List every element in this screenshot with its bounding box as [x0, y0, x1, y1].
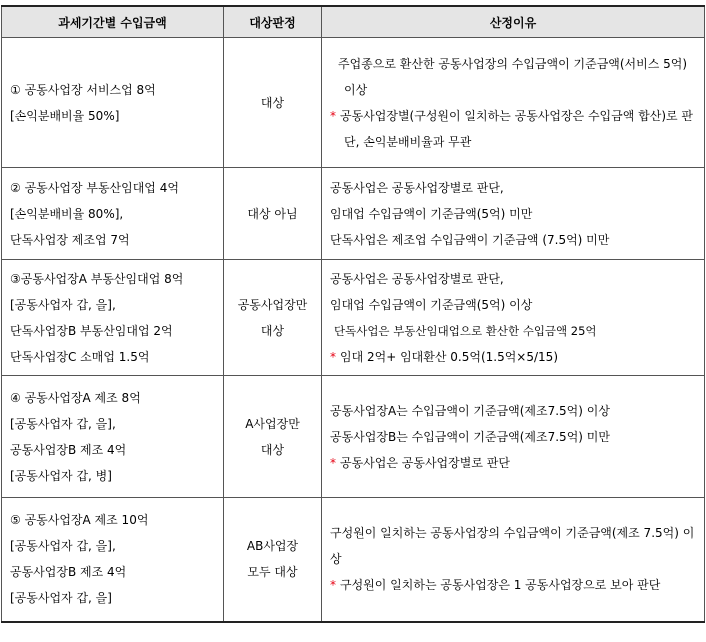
asterisk-icon: * — [330, 349, 336, 364]
asterisk-icon: * — [330, 108, 336, 123]
judgment-line: 대상 아님 — [247, 206, 298, 221]
income-cell — [2, 260, 224, 376]
income-line: 공동사업장B 제조 4억 — [10, 442, 127, 457]
income-line: [공동사업자 갑, 을], — [10, 539, 116, 554]
table-row — [2, 260, 705, 376]
judgment-cell — [224, 168, 322, 260]
reason-line: 공동사업장B는 수입금액이 기준금액(제조7.5억) 미만 — [330, 429, 610, 444]
asterisk-icon: * — [330, 455, 336, 470]
judgment-cell — [224, 38, 322, 168]
reason-cell — [322, 38, 705, 168]
income-line: 공동사업장B 제조 4억 — [10, 565, 127, 580]
income-line: [손익분배비율 80%], — [10, 206, 124, 221]
income-cell — [2, 168, 224, 260]
reason-cell — [322, 260, 705, 376]
table-header-row — [2, 6, 705, 38]
reason-line: 구성원이 일치하는 공동사업장은 1 공동사업장으로 보아 판단 — [340, 578, 661, 593]
reason-line: 임대업 수입금액이 기준금액(5억) 이상 — [330, 297, 533, 312]
table-row — [2, 38, 705, 168]
asterisk-icon: * — [330, 578, 336, 593]
reason-line: 공동사업은 공동사업장별로 판단, — [330, 180, 504, 195]
reason-line: 공동사업은 공동사업장별로 판단 — [340, 455, 510, 470]
judgment-line: 대상 — [260, 95, 285, 110]
income-line: ④ 공동사업장A 제조 8억 — [10, 390, 141, 405]
reason-line: 단독사업은 제조업 수입금액이 기준금액 (7.5억) 미만 — [330, 232, 610, 247]
criteria-table — [1, 5, 705, 623]
judgment-line: 대상 — [260, 323, 285, 338]
income-line: [공동사업자 갑, 을], — [10, 297, 116, 312]
income-cell — [2, 498, 224, 622]
reason-line: 공동사업장A는 수입금액이 기준금액(제조7.5억) 이상 — [330, 403, 610, 418]
table-row — [2, 498, 705, 622]
table-row — [2, 168, 705, 260]
judgment-cell — [224, 260, 322, 376]
reason-line: 주업종으로 환산한 공동사업장의 수입금액이 기준금액(서비스 5억) 이상 — [338, 56, 688, 97]
judgment-cell — [224, 376, 322, 498]
income-line: [공동사업자 갑, 을] — [10, 591, 112, 606]
income-line: ⑤ 공동사업장A 제조 10억 — [10, 513, 149, 528]
income-line: ③공동사업장A 부동산임대업 8억 — [10, 271, 184, 286]
judgment-line: AB사업장 — [246, 539, 299, 554]
reason-cell — [322, 376, 705, 498]
income-line: [공동사업자 갑, 병] — [10, 468, 112, 483]
judgment-line: A사업장만 — [245, 416, 300, 431]
income-line: 단독사업장 제조업 7억 — [10, 232, 130, 247]
reason-line: 공동사업장별(구성원이 일치하는 공동사업장은 수입금액 합산)로 판단, 손익분배비율과 무관 — [340, 108, 694, 149]
reason-cell — [322, 498, 705, 622]
income-line: 단독사업장B 부동산임대업 2억 — [10, 323, 173, 338]
reason-line: 단독사업은 부동산임대업으로 환산한 수입금액 25억 — [334, 323, 597, 338]
header-income: 과세기간별 수입금액 — [2, 6, 224, 38]
reason-line: 공동사업은 공동사업장별로 판단, — [330, 271, 504, 286]
income-line: ① 공동사업장 서비스업 8억 — [10, 82, 156, 97]
judgment-line: 모두 대상 — [247, 565, 298, 580]
judgment-line: 공동사업장만 — [237, 297, 308, 312]
judgment-line: 대상 — [260, 442, 285, 457]
reason-line: 임대업 수입금액이 기준금액(5억) 미만 — [330, 206, 533, 221]
judgment-cell — [224, 498, 322, 622]
reason-line: 구성원이 일치하는 공동사업장의 수입금액이 기준금액(제조 7.5억) 이상 — [330, 526, 695, 567]
income-line: [손익분배비율 50%] — [10, 108, 120, 123]
income-line: ② 공동사업장 부동산임대업 4억 — [10, 180, 179, 195]
reason-cell — [322, 168, 705, 260]
table-row — [2, 376, 705, 498]
header-reason: 산정이유 — [322, 6, 705, 38]
income-line: [공동사업자 갑, 을], — [10, 416, 116, 431]
income-cell — [2, 376, 224, 498]
income-cell — [2, 38, 224, 168]
reason-line: 임대 2억+ 임대환산 0.5억(1.5억×5/15) — [340, 349, 558, 364]
income-line: 단독사업장C 소매업 1.5억 — [10, 349, 150, 364]
header-judgment: 대상판정 — [224, 6, 322, 38]
